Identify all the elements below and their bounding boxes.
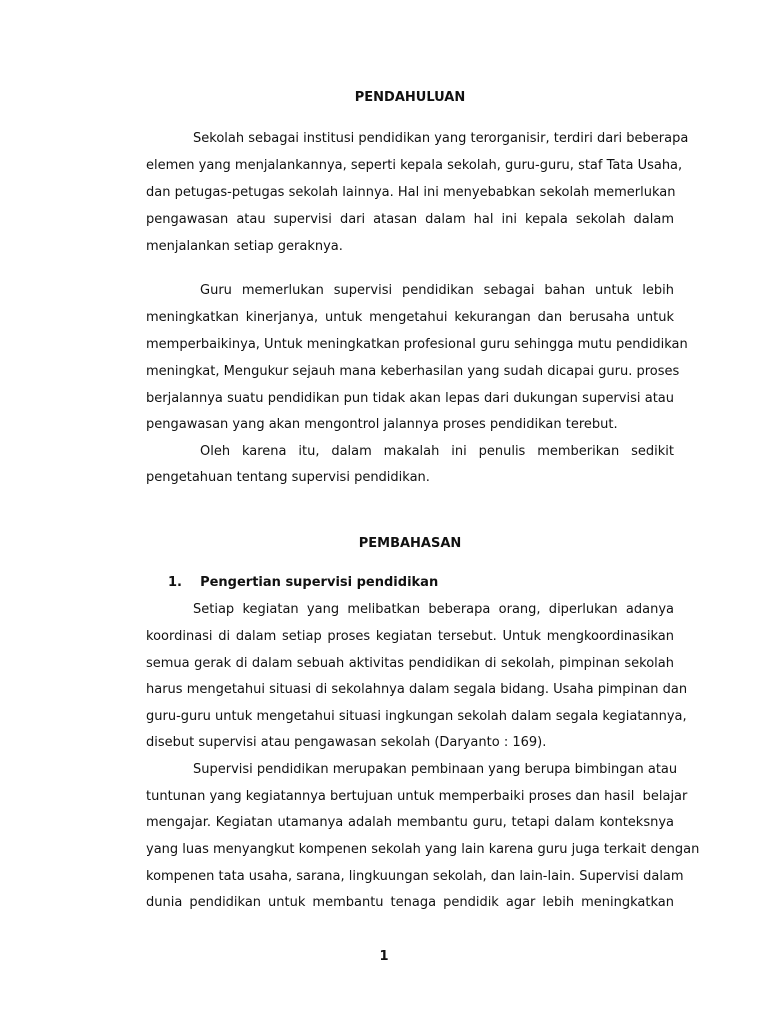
intro-p2-line-3: memperbaikinya, Untuk meningkatkan profesional guru sehingga mutu pendidikan [146,337,688,352]
body-p1-line-2: koordinasi di dalam setiap proses kegiatan tersebut. Untuk mengkoordinasikan [146,629,674,644]
body-p2-line-1: Supervisi pendidikan merupakan pembinaan yang berupa bimbingan atau [193,762,678,777]
intro-p1-line-5: menjalankan setiap geraknya. [146,239,343,254]
intro-p2-line-1: Guru memerlukan supervisi pendidikan sebagai bahan untuk lebih [200,283,674,298]
body-p2-line-5: kompenen tata usaha, sarana, lingkuungan sekolah, dan lain-lain. Supervisi dalam [146,869,684,884]
body-p2-line-2: tuntunan yang kegiatannya bertujuan untuk memperbaiki proses dan hasil belajar [146,789,688,804]
intro-p1-line-3: dan petugas-petugas sekolah lainnya. Hal ini menyebabkan sekolah memerlukan [146,185,676,200]
intro-p1-line-1: Sekolah sebagai institusi pendidikan yang terorganisir, terdiri dari beberapa [193,131,689,146]
intro-p1-line-4: pengawasan atau supervisi dari atasan dalam hal ini kepala sekolah dalam [146,212,674,227]
body-p2-line-3: mengajar. Kegiatan utamanya adalah membantu guru, tetapi dalam konteksnya [146,815,674,830]
heading-pendahuluan: PENDAHULUAN [354,90,466,105]
body-p1-line-1: Setiap kegiatan yang melibatkan beberapa orang, diperlukan adanya [193,602,674,617]
intro-p3-line-1: Oleh karena itu, dalam makalah ini penulis memberikan sedikit [200,444,674,459]
intro-p2-line-2: meningkatkan kinerjanya, untuk mengetahui kekurangan dan berusaha untuk [146,310,674,325]
body-p2-line-4: yang luas menyangkut kompenen sekolah yang lain karena guru juga terkait dengan [146,842,700,857]
body-p2-line-6: dunia pendidikan untuk membantu tenaga pendidik agar lebih meningkatkan [146,895,674,910]
intro-p3-line-2: pengetahuan tentang supervisi pendidikan. [146,470,430,485]
intro-p2-line-4: meningkat, Mengukur sejauh mana keberhasilan yang sudah dicapai guru. proses [146,364,680,379]
heading-pembahasan: PEMBAHASAN [358,536,462,551]
intro-p1-line-2: elemen yang menjalankannya, seperti kepala sekolah, guru-guru, staf Tata Usaha, [146,158,683,173]
body-p1-line-3: semua gerak di dalam sebuah aktivitas pendidikan di sekolah, pimpinan sekolah [146,656,674,671]
body-p1-line-6: disebut supervisi atau pengawasan sekolah (Daryanto : 169). [146,735,547,750]
intro-p2-line-6: pengawasan yang akan mengontrol jalannya proses pendidikan terebut. [146,417,618,432]
page-number: 1 [379,949,389,964]
section-1-title: 1. Pengertian supervisi pendidikan [168,575,439,590]
intro-p2-line-5: berjalannya suatu pendidikan pun tidak akan lepas dari dukungan supervisi atau [146,391,674,406]
body-p1-line-5: guru-guru untuk mengetahui situasi ingkungan sekolah dalam segala kegiatannya, [146,709,687,724]
body-p1-line-4: harus mengetahui situasi di sekolahnya dalam segala bidang. Usaha pimpinan dan [146,682,688,697]
